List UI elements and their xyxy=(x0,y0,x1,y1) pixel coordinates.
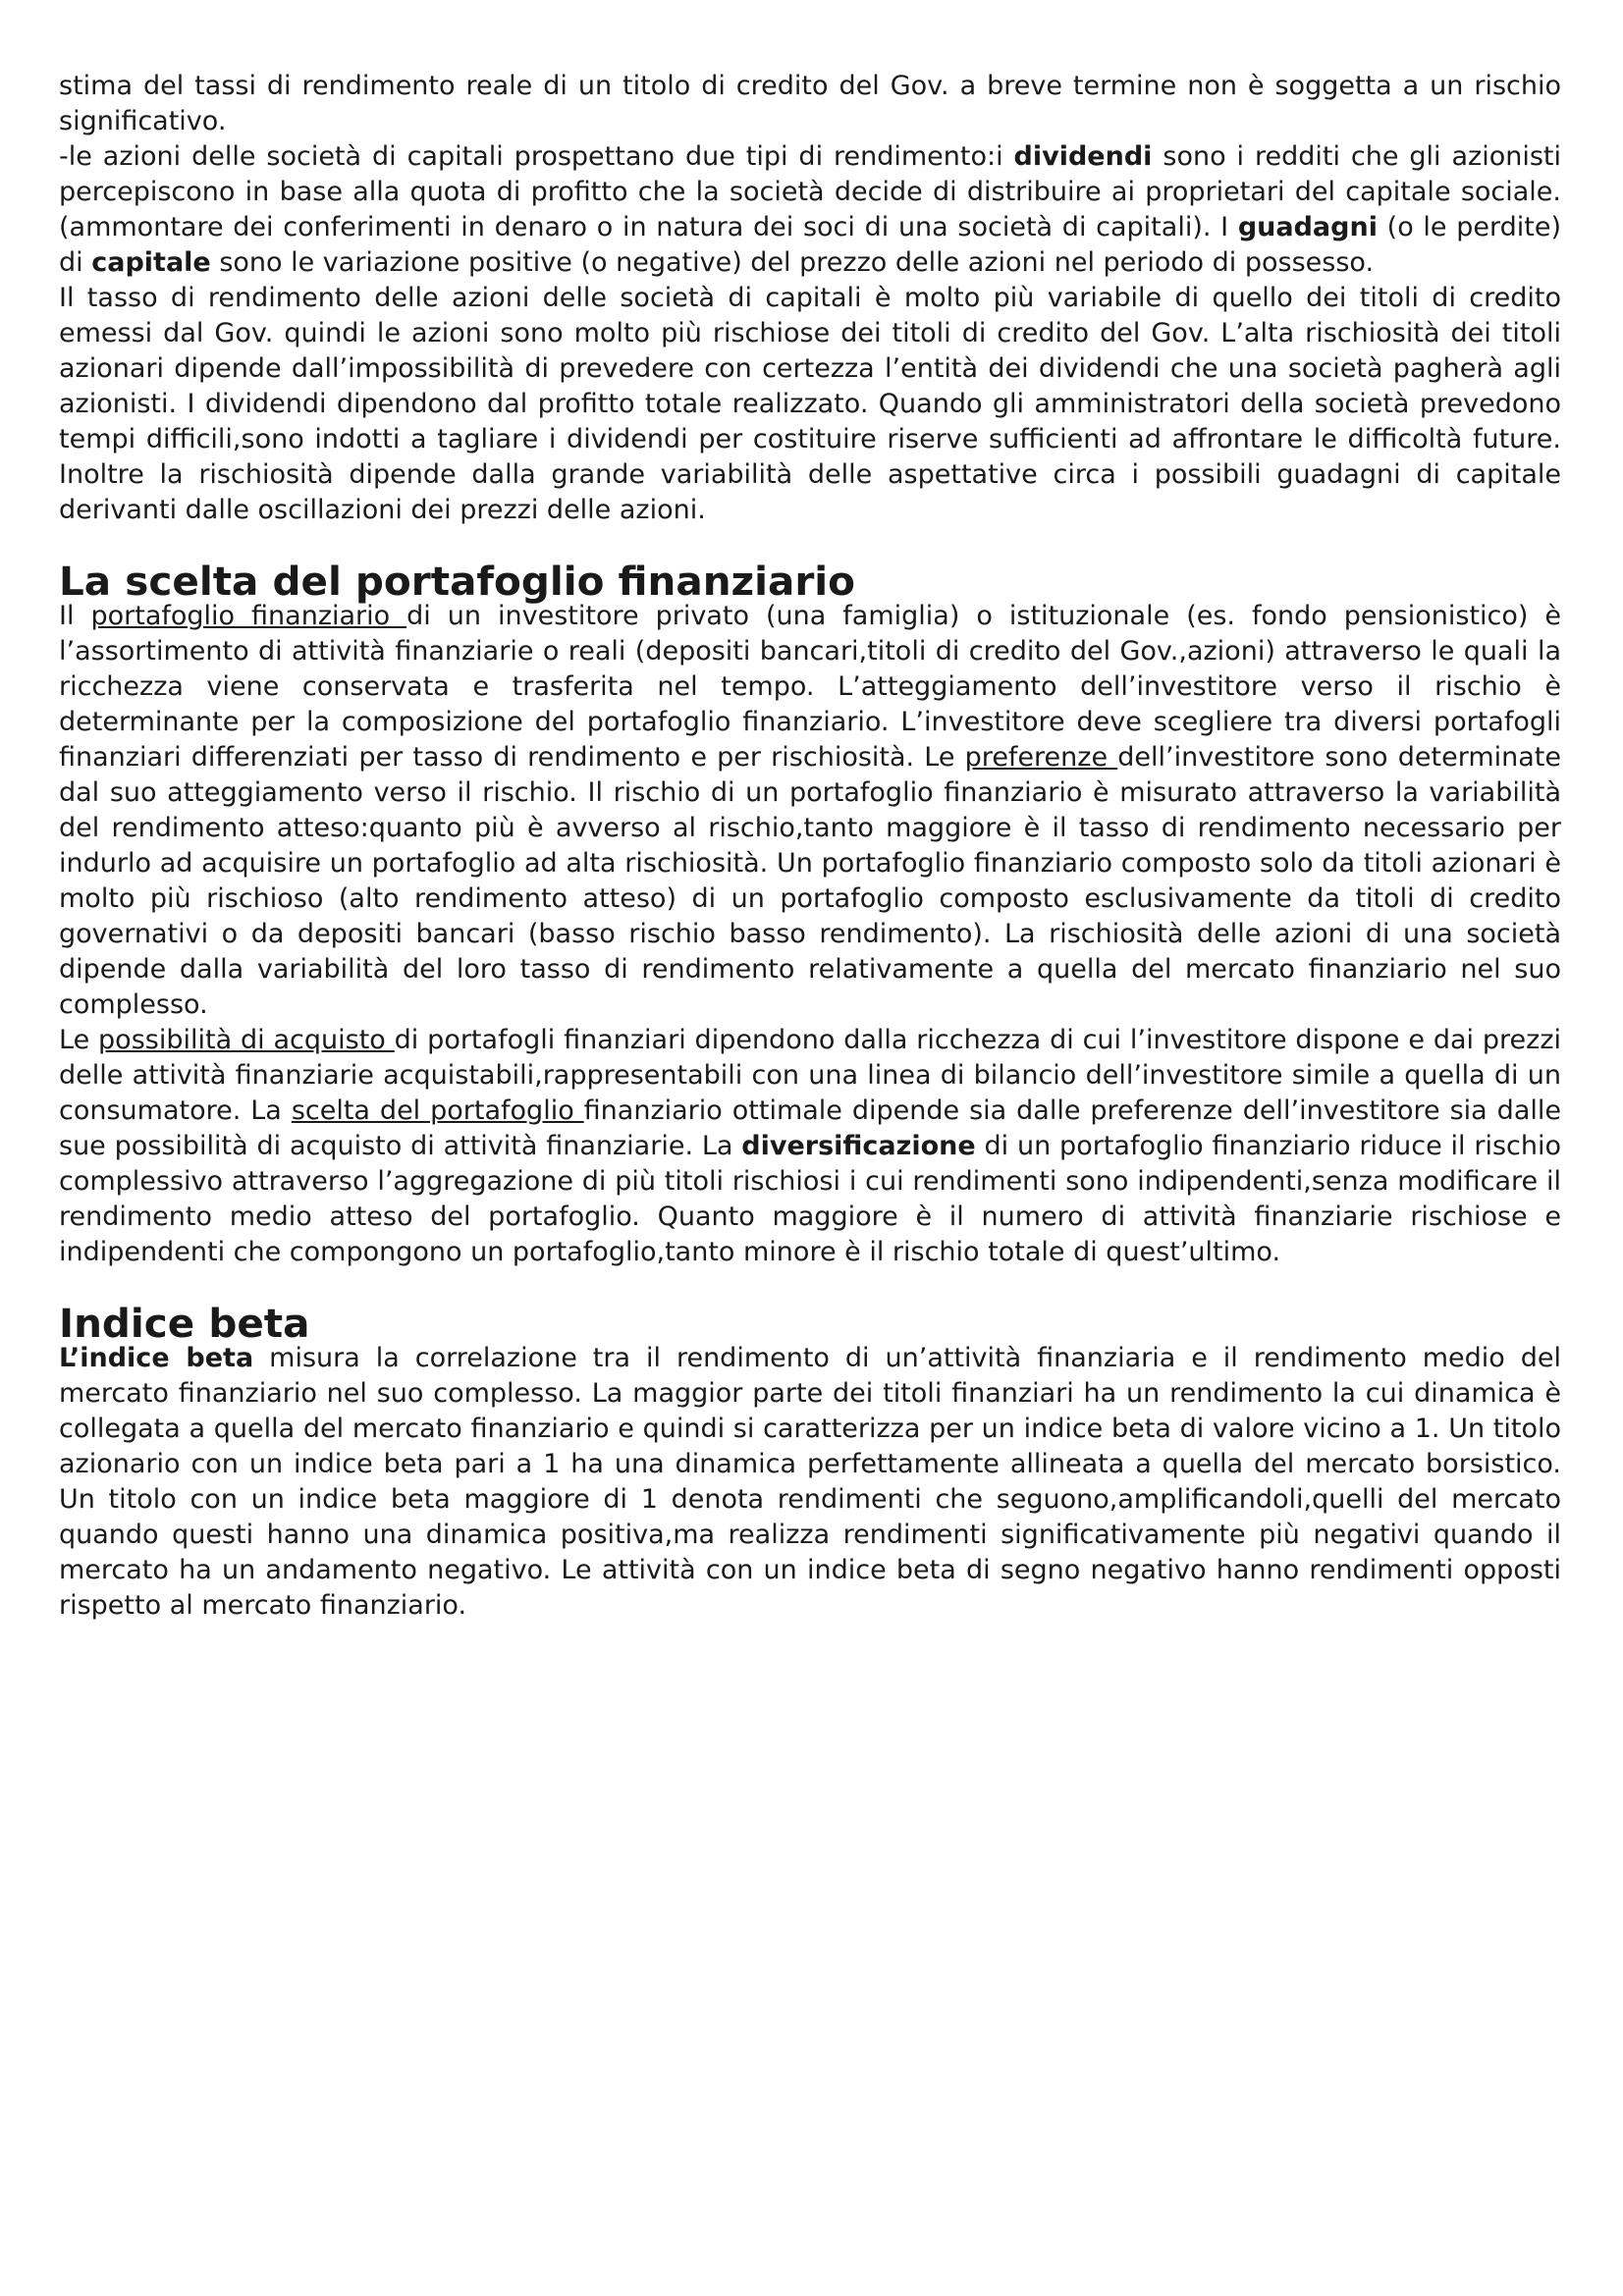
text-run: di un portafoglio finanziario riduce il rischio complessivo attraverso l’aggregazione di più titoli rischiosi i cui rendimenti sono indipendenti,senza modificare il rendimento medio atteso del portafoglio. Quanto maggiore è il numero di attività finanziarie rischiose e indipendenti che compongono un portafoglio,tanto minore è il rischio totale di quest’ultimo. xyxy=(59,1131,1562,1267)
paragraph-rendimento-azioni xyxy=(59,139,1561,281)
document-page xyxy=(59,69,1561,1624)
bold-term-guadagni: guadagni xyxy=(1237,212,1378,242)
bold-term-capitale: capitale xyxy=(91,247,211,278)
underlined-term-scelta-portafoglio: scelta del portafoglio xyxy=(291,1095,584,1126)
text-run: sono le variazione positive (o negative) del prezzo delle azioni nel periodo di possesso. xyxy=(210,247,1375,278)
paragraph-possibilita-acquisto xyxy=(59,1023,1561,1270)
underlined-term-portafoglio-finanziario: portafoglio finanziario xyxy=(90,601,407,631)
section-heading-indice-beta: Indice beta xyxy=(59,1300,310,1347)
text-run: dell’investitore sono determinate dal suo atteggiamento verso il rischio. Il rischio di un portafoglio finanziario è misurato attraverso la variabilità del rendimento atteso:quanto più è avverso al rischio,tanto maggiore è il tasso di rendimento necessario per indurlo ad acquisire un portafoglio ad alta rischiosità. Un portafoglio finanziario composto solo da titoli azionari è molto più rischioso (alto rendimento atteso) di un portafoglio composto esclusivamente da titoli di credito governativi o da depositi bancari (basso rischio basso rendimento). La rischiosità delle azioni di una società dipende dalla variabilità del loro tasso di rendimento relativamente a quella del mercato finanziario nel suo complesso. xyxy=(59,742,1561,1020)
paragraph-indice-beta xyxy=(59,1341,1561,1624)
bold-term-diversificazione: diversificazione xyxy=(741,1131,976,1161)
text-run: Le xyxy=(59,1025,99,1055)
underlined-term-preferenze: preferenze xyxy=(964,742,1118,773)
section-heading-portafoglio: La scelta del portafoglio finanziario xyxy=(59,558,856,605)
paragraph-variabilita-azioni: Il tasso di rendimento delle azioni delle società di capitali è molto più variabile di quello dei titoli di credito emessi dal Gov. quindi le azioni sono molto più rischiose dei titoli di credito del Gov. L’alta rischiosità dei titoli azionari dipende dall’impossibilità di prevedere con certezza l’entità dei dividendi che una società pagherà agli azionisti. I dividendi dipendono dal profitto totale realizzato. Quando gli amministratori della società prevedono tempi difficili,sono indotti a tagliare i dividendi per costituire riserve sufficienti ad affrontare le difficoltà future. Inoltre la rischiosità dipende dalla grande variabilità delle aspettative circa i possibili guadagni di capitale derivanti dalle oscillazioni dei prezzi delle azioni. xyxy=(59,283,1561,525)
text-run: di un investitore privato (una famiglia) o istituzionale (es. fondo pensionistico) è l’assortimento di attività finanziarie o reali (depositi bancari,titoli di credito del Gov.,azioni) attraverso le quali la ricchezza viene conservata e trasferita nel tempo. L’atteggiamento dell’investitore verso il rischio è determinante per la composizione del portafoglio finanziario. L’investitore deve scegliere tra diversi portafogli finanziari differenziati per tasso di rendimento e per rischiosità. Le xyxy=(59,601,1562,773)
text-run: (o le perdite) di xyxy=(59,212,1561,278)
bold-term-dividendi: dividendi xyxy=(1013,141,1153,172)
text-run: Il xyxy=(59,601,91,631)
paragraph-portafoglio-finanziario xyxy=(59,599,1561,1023)
underlined-term-possibilita-acquisto: possibilità di acquisto xyxy=(98,1025,395,1055)
text-run: -le azioni delle società di capitali prospettano due tipi di rendimento:i xyxy=(59,141,1014,172)
paragraph-rischio-titolo-breve: stima del tassi di rendimento reale di un titolo di credito del Gov. a breve termine non è soggetta a un rischio significativo. xyxy=(59,71,1561,136)
text-run: finanziario ottimale dipende sia dalle preferenze dell’investitore sia dalle sue possibilità di acquisto di attività finanziarie. La xyxy=(59,1095,1561,1161)
text-run: di portafogli finanziari dipendono dalla ricchezza di cui l’investitore dispone e dai prezzi delle attività finanziarie acquistabili,rappresentabili con una linea di bilancio dell’investitore simile a quella di un consumatore. La xyxy=(59,1025,1562,1126)
bold-term-indice-beta: L’indice beta xyxy=(59,1343,254,1373)
text-run: sono i redditi che gli azionisti percepiscono in base alla quota di profitto che la società decide di distribuire ai proprietari del capitale sociale. (ammontare dei conferimenti in denaro o in natura dei soci di una società di capitali). I xyxy=(59,141,1561,242)
text-run: misura la correlazione tra il rendimento di un’attività finanziaria e il rendimento medio del mercato finanziario nel suo complesso. La maggior parte dei titoli finanziari ha un rendimento la cui dinamica è collegata a quella del mercato finanziario e quindi si caratterizza per un indice beta di valore vicino a 1. Un titolo azionario con un indice beta pari a 1 ha una dinamica perfettamente allineata a quella del mercato borsistico. Un titolo con un indice beta maggiore di 1 denota rendimenti che seguono,amplificandoli,quelli del mercato quando questi hanno una dinamica positiva,ma realizza rendimenti significativamente più negativi quando il mercato ha un andamento negativo. Le attività con un indice beta di segno negativo hanno rendimenti opposti rispetto al mercato finanziario. xyxy=(59,1343,1562,1621)
